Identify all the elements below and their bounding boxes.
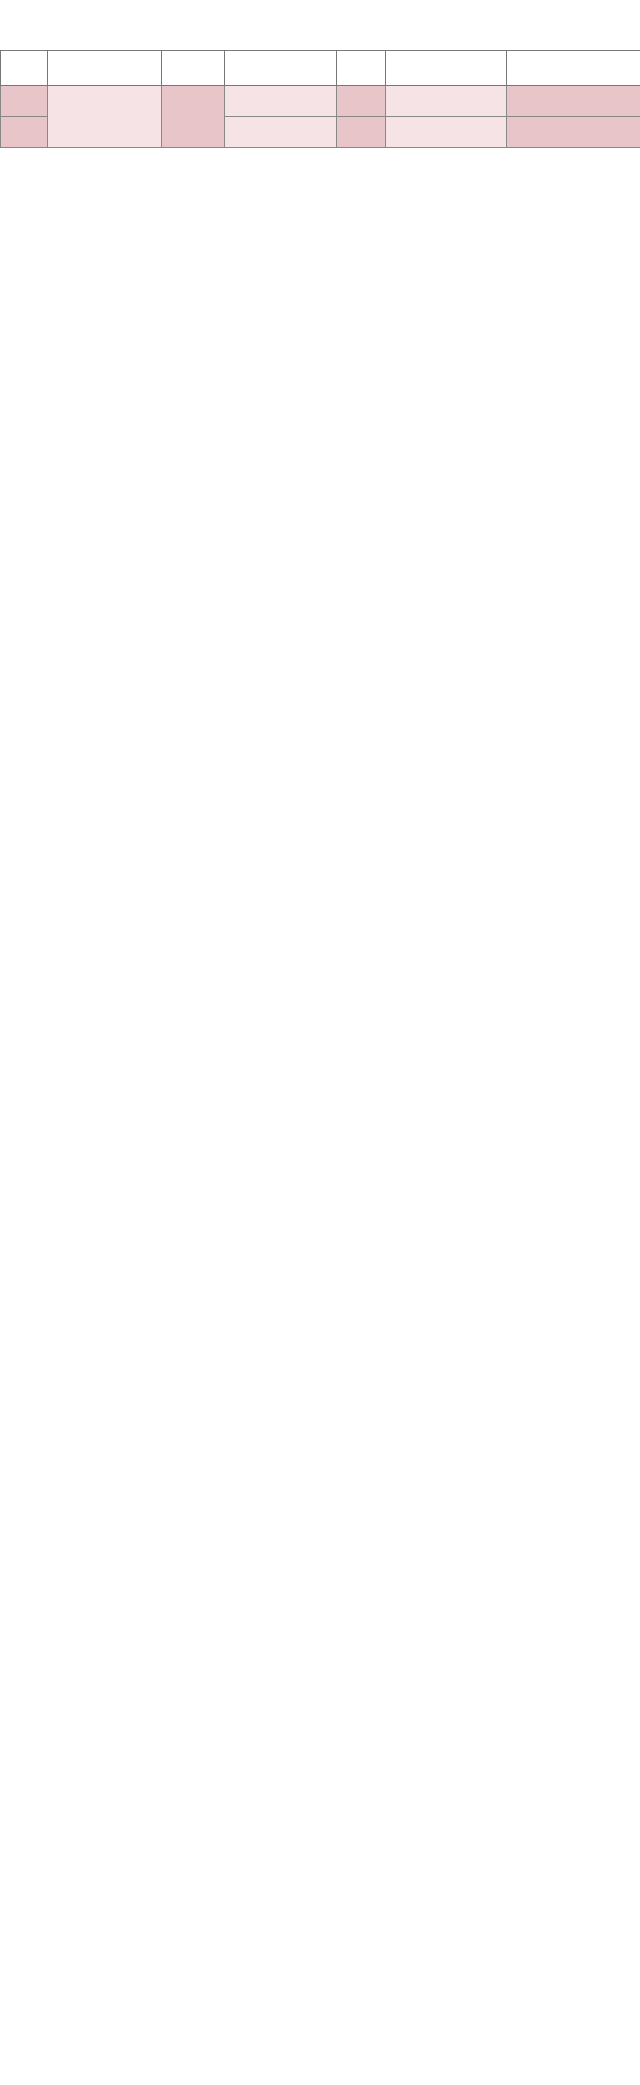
schedule-body [1, 86, 640, 148]
header-group [337, 51, 386, 86]
matchday-label [48, 86, 162, 148]
header-match-no [1, 51, 48, 86]
matchup [507, 86, 640, 117]
match-number [1, 117, 48, 148]
header-matchup [507, 51, 640, 86]
schedule-table [0, 50, 640, 148]
group-label [337, 86, 386, 117]
header-venue [386, 51, 507, 86]
venue [386, 86, 507, 117]
matchup [507, 117, 640, 148]
match-date [162, 86, 225, 148]
group-label [337, 117, 386, 148]
match-time [225, 86, 337, 117]
header-time [225, 51, 337, 86]
venue [386, 117, 507, 148]
page-title [0, 0, 640, 50]
match-time [225, 117, 337, 148]
table-row [1, 86, 640, 117]
match-number [1, 86, 48, 117]
header-date [162, 51, 225, 86]
header-matchday [48, 51, 162, 86]
header-row [1, 51, 640, 86]
